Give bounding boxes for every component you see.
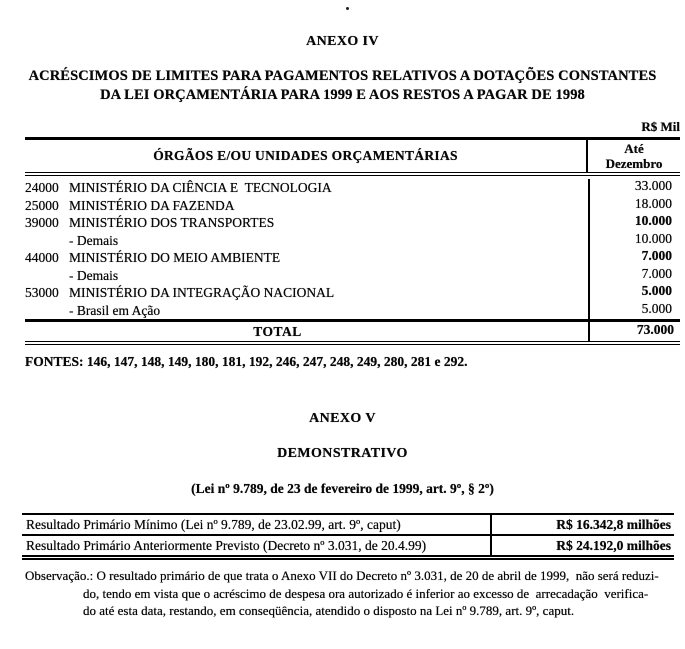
result-value: R$ 24.192,0 milhões [490,536,674,555]
org-label: MINISTÉRIO DA CIÊNCIA E TECNOLOGIA [69,180,332,195]
row-value: 18.000 [588,197,680,215]
table-row [25,267,680,285]
table-row [25,176,680,197]
org-code: 25000 [25,197,59,213]
table-row [25,302,680,320]
observation-label: Observação.: [25,568,94,583]
table-row [22,536,674,555]
row-value: 10.000 [588,214,680,232]
table-total-row [25,319,680,345]
org-sublabel: - Brasil em Ação [69,302,161,318]
anexo4-subtitle-line2: DA LEI ORÇAMENTÁRIA PARA 1999 E AOS RESTOS A PAGAR DE 1998 [100,87,585,103]
anexo4-budget-table [25,137,680,345]
org-label: MINISTÉRIO DA INTEGRAÇÃO NACIONAL [69,285,335,300]
anexo5-subtitle: DEMONSTRATIVO [277,446,408,461]
column-header-ate-dezembro: Até Dezembro [586,140,680,172]
table-header-row [25,137,680,176]
observation-line2: do, tendo em vista que o acréscimo de despesa ora autorizado é inferior ao excesso de arrecadação verifica- [83,585,649,601]
anexo5-demonstrativo-table [22,513,674,560]
result-label: Resultado Primário Anteriormente Previsto (Decreto nº 3.031, de 20.4.99) [26,538,427,553]
result-value: R$ 16.342,8 milhões [490,515,674,534]
total-value: 73.000 [588,322,680,341]
org-label: MINISTÉRIO DOS TRANSPORTES [69,215,275,230]
org-label: MINISTÉRIO DO MEIO AMBIENTE [69,250,281,265]
org-code: 53000 [25,285,59,300]
currency-unit-label: R$ Mil [641,119,680,134]
org-label: MINISTÉRIO DA FAZENDA [69,197,235,213]
table-row [25,284,680,302]
total-label: TOTAL [253,324,302,339]
table-row [25,249,680,267]
org-sublabel: - Demais [69,267,119,283]
table-row [25,232,680,250]
org-code: 39000 [25,215,59,230]
scan-artifact-dot [346,7,349,10]
row-value: 5.000 [588,284,680,302]
result-label: Resultado Primário Mínimo (Lei nº 9.789, de 23.02.99, art. 9º, caput) [26,517,401,532]
org-sublabel: - Demais [69,232,119,248]
row-value: 10.000 [588,232,680,250]
observation-line3: do até esta data, restando, em conseqüência, atendido o disposto na Lei nº 9.789, art. 9º, caput. [83,603,575,618]
observation-line1: O resultado primário de que trata o Anexo VII do Decreto nº 3.031, de 20 de abril de 1999, não será reduzi- [93,568,659,583]
row-value: 7.000 [588,267,680,285]
anexo5-law-reference: (Lei nº 9.789, de 23 de fevereiro de 1999, art. 9º, § 2º) [191,481,494,496]
row-value: 7.000 [588,249,680,267]
org-code: 24000 [25,180,59,195]
table-row [25,197,680,215]
observation-note [25,567,685,620]
column-header-organs: ÓRGÃOS E/OU UNIDADES ORÇAMENTÁRIAS [153,148,458,163]
row-value: 33.000 [588,179,680,197]
row-value: 5.000 [588,302,680,320]
org-code: 44000 [25,250,59,265]
table-row [25,214,680,232]
anexo4-title: ANEXO IV [306,34,379,49]
table-body [25,176,680,319]
anexo5-title: ANEXO V [309,411,376,426]
anexo4-subtitle-line1: ACRÉSCIMOS DE LIMITES PARA PAGAMENTOS RELATIVOS A DOTAÇÕES CONSTANTES [28,68,657,84]
table-row [22,515,674,536]
fontes-note: FONTES: 146, 147, 148, 149, 180, 181, 192, 246, 247, 248, 249, 280, 281 e 292. [25,354,468,369]
anexo4-subtitle [0,67,685,105]
